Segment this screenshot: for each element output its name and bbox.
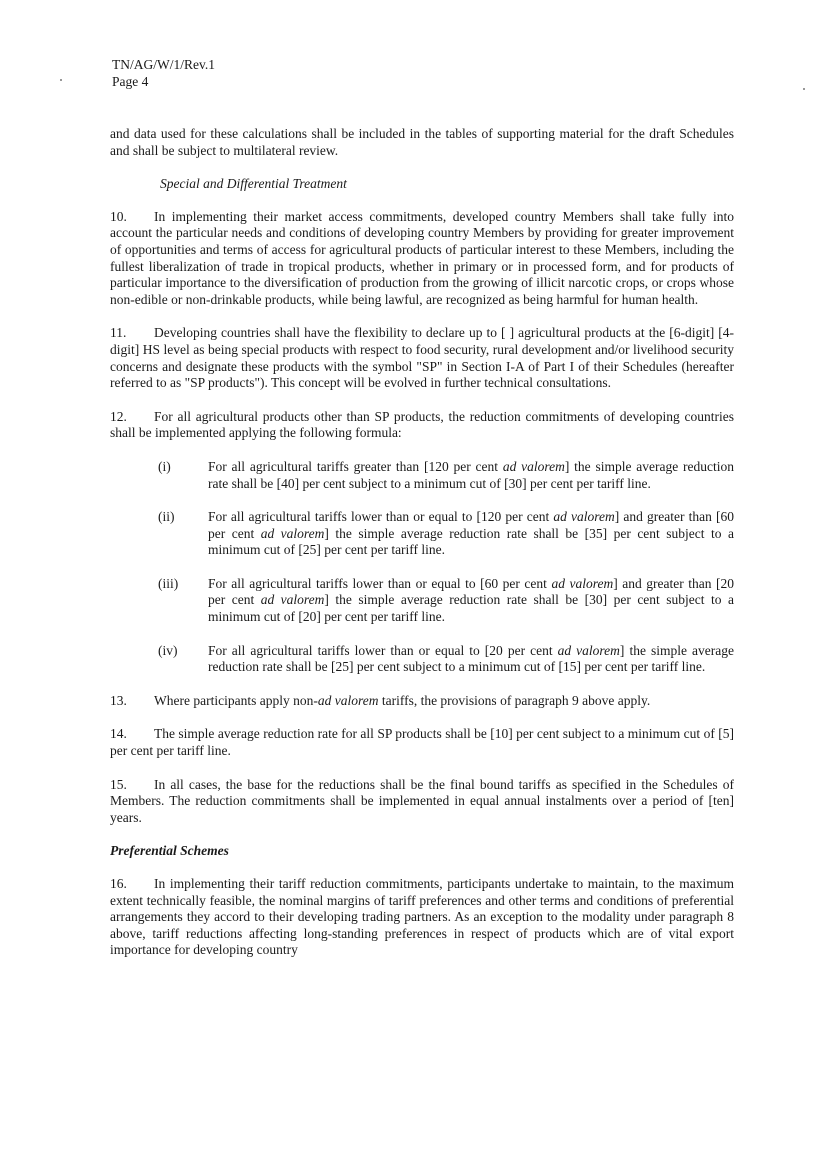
item-text: ] and greater than [60 per cent — [208, 509, 734, 541]
page-number: Page 4 — [112, 74, 149, 89]
item-numeral: (iv) — [158, 642, 178, 658]
paragraph-number: 11. — [110, 325, 127, 341]
item-numeral: (i) — [158, 458, 171, 474]
formula-item-iii — [110, 576, 734, 626]
item-numeral: (ii) — [158, 509, 175, 525]
item-italic: ad valorem — [260, 592, 325, 608]
item-italic: ad valorem — [557, 642, 620, 658]
item-text: For all agricultural tariffs greater than [120 per cent — [208, 458, 503, 474]
item-text: For all agricultural tariffs lower than or equal to [20 per cent — [208, 642, 558, 658]
sdt-heading: Special and Differential Treatment — [160, 176, 347, 192]
page-header — [112, 56, 215, 90]
paragraph-12 — [110, 409, 734, 442]
paragraph-11 — [110, 325, 734, 391]
preferential-heading: Preferential Schemes — [110, 843, 229, 859]
item-text: ] the simple average reduction rate shall be [30] per cent subject to a minimum cut of [20] per cent per tariff line. — [208, 592, 734, 625]
paragraph-text: For all agricultural products other than SP products, the reduction commitments of developing countries shall be implemented applying the following formula: — [110, 408, 734, 441]
paragraph-number: 12. — [110, 408, 127, 424]
paragraph-number: 10. — [110, 208, 127, 224]
formula-item-iv — [110, 643, 734, 676]
paragraph-15 — [110, 777, 734, 827]
item-text: For all agricultural tariffs lower than or equal to [60 per cent — [208, 575, 552, 591]
formula-item-i — [110, 459, 734, 492]
paragraph-16 — [110, 876, 734, 959]
item-italic: ad valorem — [260, 525, 325, 541]
paragraph-text: In all cases, the base for the reductions shall be the final bound tariffs as specified in the Schedules of Members. The reduction commitments shall be implemented in equal annual instalments over a period of [ten] years. — [110, 776, 734, 825]
paragraph-text: Developing countries shall have the flexibility to declare up to [ ] agricultural products at the [6-digit] [4-digit] HS level as being special products with respect to food security, rural development and/or livelihood security concerns and designate these products with the symbol "SP" in Section I-A of Part I of their Schedules (hereafter referred to as "SP products"). This concept will be evolved in further technical consultations. — [110, 325, 734, 391]
paragraph-text: tariffs, the provisions of paragraph 9 above apply. — [378, 692, 651, 708]
item-text: ] and greater than [20 per cent — [208, 575, 734, 608]
paragraph-number: 13. — [110, 692, 127, 708]
paragraph-italic: ad valorem — [317, 692, 379, 708]
item-text: For all agricultural tariffs lower than or equal to [120 per cent — [208, 509, 554, 525]
paragraph-number: 16. — [110, 876, 127, 891]
paragraph-number: 14. — [110, 726, 127, 742]
intro-paragraph: and data used for these calculations shall be included in the tables of supporting material for the draft Schedules and shall be subject to multilateral review. — [110, 126, 734, 158]
scan-speck — [803, 88, 805, 90]
item-text: ] the simple average reduction rate shall be [35] per cent subject to a minimum cut of [25] per cent per tariff line. — [208, 525, 734, 558]
item-text: ] the simple average reduction rate shall be [40] per cent subject to a minimum cut of [30] per cent per tariff line. — [208, 458, 734, 491]
paragraph-10 — [110, 209, 734, 309]
paragraph-text: In implementing their tariff reduction commitments, participants undertake to maintain, to the maximum extent technically feasible, the nominal margins of tariff preferences and other terms and conditions of preferential arrangements they accord to their developing trading partners. As an exception to the modality under paragraph 8 above, tariff reductions affecting long-standing preferences in respect of products which are of vital export importance for developing country — [110, 876, 734, 958]
item-text: ] the simple average reduction rate shall be [25] per cent subject to a minimum cut of [15] per cent per tariff line. — [208, 642, 734, 675]
formula-item-ii — [110, 509, 734, 559]
paragraph-text: In implementing their market access commitments, developed country Members shall take fully into account the particular needs and conditions of developing country Members by providing for greater improvement of opportunities and terms of access for agricultural products of particular interest to these Members, including the fullest liberalization of trade in tropical products, whether in primary or in processed form, and for products of particular importance to the diversification of production from the growing of illicit narcotic crops, or crops whose non-edible or non-drinkable products, while being lawful, are recognized as being harmful for human health. — [110, 208, 734, 307]
paragraph-13 — [110, 693, 734, 710]
item-italic: ad valorem — [502, 458, 565, 474]
paragraph-text: The simple average reduction rate for all SP products shall be [10] per cent subject to a minimum cut of [5] per cent per tariff line. — [110, 726, 734, 759]
paragraph-text: Where participants apply non- — [154, 692, 318, 708]
scan-speck — [60, 79, 62, 81]
item-numeral: (iii) — [158, 575, 179, 591]
paragraph-14 — [110, 726, 734, 759]
document-symbol: TN/AG/W/1/Rev.1 — [112, 57, 215, 72]
item-italic: ad valorem — [551, 575, 614, 591]
paragraph-number: 15. — [110, 776, 127, 792]
document-body — [110, 126, 734, 976]
item-italic: ad valorem — [553, 509, 615, 525]
